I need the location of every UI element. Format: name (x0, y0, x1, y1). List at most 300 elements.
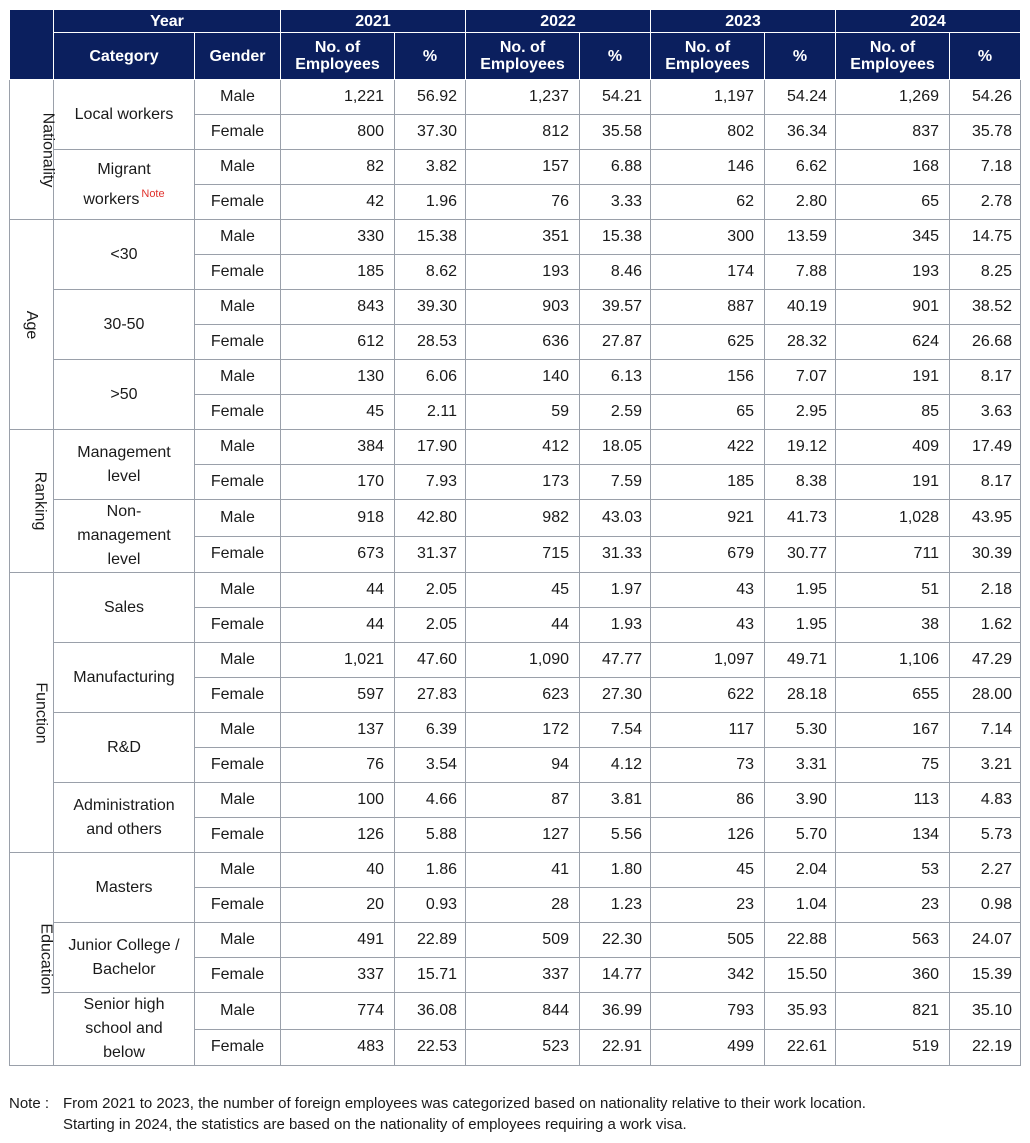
employee-count-cell: 1,221 (281, 80, 395, 115)
employee-count-cell: 679 (651, 536, 765, 573)
percent-cell: 36.99 (580, 993, 651, 1030)
percent-cell: 2.59 (580, 395, 651, 430)
employee-count-cell: 625 (651, 325, 765, 360)
employee-count-cell: 45 (466, 573, 580, 608)
table-header (10, 10, 1021, 80)
employee-count-cell: 800 (281, 115, 395, 150)
percent-cell: 7.93 (395, 465, 466, 500)
employee-count-cell: 330 (281, 220, 395, 255)
category-header: Category (54, 33, 195, 80)
percent-cell: 8.62 (395, 255, 466, 290)
percent-cell: 7.88 (765, 255, 836, 290)
percent-cell: 15.50 (765, 958, 836, 993)
employee-count-cell: 156 (651, 360, 765, 395)
employee-count-cell: 76 (466, 185, 580, 220)
footnote-line: Starting in 2024, the statistics are based on the nationality of employees requiring a work visa. (63, 1116, 687, 1133)
gender-cell: Female (195, 465, 281, 500)
employee-count-cell: 172 (466, 713, 580, 748)
category-label-line: <30 (110, 245, 138, 263)
employee-count-cell: 73 (651, 748, 765, 783)
group-label-cell (10, 430, 54, 573)
group-label: Function (32, 681, 50, 744)
percent-cell: 2.05 (395, 608, 466, 643)
employee-count-cell: 44 (281, 573, 395, 608)
percent-cell: 36.08 (395, 993, 466, 1030)
gender-cell: Male (195, 500, 281, 537)
percent-cell: 28.00 (950, 678, 1021, 713)
gender-cell: Male (195, 783, 281, 818)
count-label-line: No. of (499, 39, 546, 56)
percent-cell: 7.59 (580, 465, 651, 500)
employee-count-cell: 505 (651, 923, 765, 958)
percent-cell: 35.10 (950, 993, 1021, 1030)
group-label: Ranking (31, 471, 49, 531)
employee-count-cell: 65 (836, 185, 950, 220)
percent-cell: 26.68 (950, 325, 1021, 360)
gender-cell: Male (195, 993, 281, 1030)
percent-cell: 4.66 (395, 783, 466, 818)
employee-count-cell: 130 (281, 360, 395, 395)
employee-count-cell: 715 (466, 536, 580, 573)
percent-cell: 2.11 (395, 395, 466, 430)
percent-header: % (950, 33, 1021, 80)
count-label-line: Employees (480, 56, 565, 73)
category-cell (54, 430, 195, 500)
employee-count-cell: 491 (281, 923, 395, 958)
percent-cell: 54.26 (950, 80, 1021, 115)
category-label-line: >50 (110, 385, 138, 403)
percent-cell: 31.37 (395, 536, 466, 573)
employee-count-cell: 191 (836, 465, 950, 500)
employee-count-cell: 185 (651, 465, 765, 500)
count-label-line: Employees (665, 56, 750, 73)
employee-count-cell: 53 (836, 853, 950, 888)
employee-count-cell: 86 (651, 783, 765, 818)
percent-cell: 2.95 (765, 395, 836, 430)
percent-cell: 6.88 (580, 150, 651, 185)
percent-cell: 6.06 (395, 360, 466, 395)
percent-cell: 43.95 (950, 500, 1021, 537)
employee-count-header (466, 33, 580, 80)
group-label: Nationality (39, 112, 57, 187)
employee-count-cell: 422 (651, 430, 765, 465)
percent-cell: 6.62 (765, 150, 836, 185)
percent-cell: 30.77 (765, 536, 836, 573)
employee-count-cell: 87 (466, 783, 580, 818)
group-label-cell (10, 80, 57, 220)
percent-cell: 35.93 (765, 993, 836, 1030)
employee-count-cell: 384 (281, 430, 395, 465)
employee-count-cell: 157 (466, 150, 580, 185)
percent-cell: 5.56 (580, 818, 651, 853)
employee-count-cell: 134 (836, 818, 950, 853)
employee-count-cell: 342 (651, 958, 765, 993)
employee-count-cell: 45 (651, 853, 765, 888)
employee-count-cell: 901 (836, 290, 950, 325)
percent-cell: 43.03 (580, 500, 651, 537)
year-header-2023: 2023 (651, 10, 836, 33)
employee-count-cell: 23 (651, 888, 765, 923)
employee-count-cell: 126 (281, 818, 395, 853)
percent-cell: 22.89 (395, 923, 466, 958)
percent-cell: 8.38 (765, 465, 836, 500)
employee-count-cell: 94 (466, 748, 580, 783)
table-row (10, 573, 1021, 608)
category-cell (54, 360, 195, 430)
employee-count-cell: 65 (651, 395, 765, 430)
percent-cell: 3.63 (950, 395, 1021, 430)
employee-count-cell: 351 (466, 220, 580, 255)
gender-cell: Female (195, 536, 281, 573)
employee-count-cell: 622 (651, 678, 765, 713)
percent-cell: 27.87 (580, 325, 651, 360)
employee-count-cell: 918 (281, 500, 395, 537)
employee-count-cell: 597 (281, 678, 395, 713)
percent-cell: 31.33 (580, 536, 651, 573)
percent-cell: 35.78 (950, 115, 1021, 150)
employee-count-cell: 1,197 (651, 80, 765, 115)
employee-count-cell: 412 (466, 430, 580, 465)
percent-cell: 2.18 (950, 573, 1021, 608)
percent-cell: 15.39 (950, 958, 1021, 993)
percent-cell: 1.95 (765, 608, 836, 643)
category-label-line: level (107, 551, 141, 568)
year-header-2022: 2022 (466, 10, 651, 33)
table-row (10, 80, 1021, 115)
employee-count-cell: 1,106 (836, 643, 950, 678)
percent-cell: 0.98 (950, 888, 1021, 923)
employee-count-cell: 85 (836, 395, 950, 430)
employee-count-cell: 113 (836, 783, 950, 818)
table-row (10, 220, 1021, 255)
percent-cell: 38.52 (950, 290, 1021, 325)
percent-cell: 7.54 (580, 713, 651, 748)
employee-count-cell: 337 (281, 958, 395, 993)
percent-cell: 1.04 (765, 888, 836, 923)
percent-cell: 3.21 (950, 748, 1021, 783)
category-label-line: Migrant (97, 160, 151, 178)
employee-count-cell: 921 (651, 500, 765, 537)
employee-count-cell: 167 (836, 713, 950, 748)
gender-cell: Male (195, 360, 281, 395)
gender-cell: Male (195, 220, 281, 255)
employee-count-cell: 623 (466, 678, 580, 713)
employee-count-cell: 42 (281, 185, 395, 220)
table-row (10, 430, 1021, 465)
employee-count-cell: 624 (836, 325, 950, 360)
table-row (10, 643, 1021, 678)
employee-count-cell: 519 (836, 1029, 950, 1066)
table-row (10, 360, 1021, 395)
employee-count-cell: 345 (836, 220, 950, 255)
category-label-line: Senior high (83, 996, 165, 1013)
employee-count-cell: 62 (651, 185, 765, 220)
percent-cell: 17.49 (950, 430, 1021, 465)
employee-count-cell: 300 (651, 220, 765, 255)
employee-count-header (836, 33, 950, 80)
percent-cell: 28.32 (765, 325, 836, 360)
category-label-line: Sales (103, 598, 145, 616)
gender-cell: Female (195, 818, 281, 853)
group-label: Education (37, 923, 55, 995)
employee-count-cell: 843 (281, 290, 395, 325)
employee-structure-table (9, 9, 1021, 1066)
employee-count-cell: 23 (836, 888, 950, 923)
employee-count-cell: 43 (651, 573, 765, 608)
employee-count-cell: 168 (836, 150, 950, 185)
employee-count-cell: 185 (281, 255, 395, 290)
table-row (10, 923, 1021, 958)
percent-cell: 47.60 (395, 643, 466, 678)
category-label-line: Administration (73, 796, 175, 814)
percent-cell: 56.92 (395, 80, 466, 115)
percent-cell: 41.73 (765, 500, 836, 537)
employee-count-cell: 76 (281, 748, 395, 783)
percent-cell: 28.53 (395, 325, 466, 360)
employee-count-cell: 146 (651, 150, 765, 185)
employee-count-cell: 793 (651, 993, 765, 1030)
employee-count-cell: 1,028 (836, 500, 950, 537)
count-label-line: No. of (314, 39, 361, 56)
percent-cell: 15.71 (395, 958, 466, 993)
category-cell (54, 713, 195, 783)
gender-cell: Male (195, 713, 281, 748)
percent-cell: 2.27 (950, 853, 1021, 888)
employee-count-cell: 903 (466, 290, 580, 325)
note-marker: Note (141, 187, 165, 200)
percent-header: % (395, 33, 466, 80)
category-cell (54, 993, 195, 1066)
gender-cell: Male (195, 923, 281, 958)
category-cell (54, 80, 195, 150)
employee-count-cell: 1,269 (836, 80, 950, 115)
percent-cell: 17.90 (395, 430, 466, 465)
gender-cell: Male (195, 80, 281, 115)
gender-cell: Female (195, 185, 281, 220)
percent-cell: 1.86 (395, 853, 466, 888)
percent-cell: 2.04 (765, 853, 836, 888)
percent-cell: 7.18 (950, 150, 1021, 185)
category-label-line: Junior College / (68, 936, 180, 954)
year-header-2021: 2021 (281, 10, 466, 33)
group-label-cell (10, 853, 54, 1066)
percent-cell: 22.53 (395, 1029, 466, 1066)
employee-count-cell: 127 (466, 818, 580, 853)
employee-count-cell: 337 (466, 958, 580, 993)
percent-cell: 39.57 (580, 290, 651, 325)
percent-cell: 3.33 (580, 185, 651, 220)
category-cell (54, 150, 195, 220)
percent-cell: 7.07 (765, 360, 836, 395)
category-label-line: school and (85, 1020, 163, 1037)
percent-cell: 42.80 (395, 500, 466, 537)
employee-count-cell: 100 (281, 783, 395, 818)
employee-count-cell: 360 (836, 958, 950, 993)
category-label-line-wrap (60, 182, 188, 212)
employee-count-cell: 43 (651, 608, 765, 643)
percent-header: % (580, 33, 651, 80)
employee-count-cell: 1,090 (466, 643, 580, 678)
percent-cell: 14.77 (580, 958, 651, 993)
percent-cell: 1.97 (580, 573, 651, 608)
table-row (10, 150, 1021, 185)
percent-cell: 49.71 (765, 643, 836, 678)
gender-cell: Female (195, 395, 281, 430)
percent-cell: 8.46 (580, 255, 651, 290)
gender-cell: Female (195, 608, 281, 643)
category-label-line: below (103, 1044, 145, 1061)
percent-cell: 1.62 (950, 608, 1021, 643)
percent-cell: 15.38 (395, 220, 466, 255)
percent-cell: 47.29 (950, 643, 1021, 678)
employee-count-cell: 44 (466, 608, 580, 643)
percent-cell: 1.95 (765, 573, 836, 608)
percent-cell: 8.17 (950, 360, 1021, 395)
percent-cell: 19.12 (765, 430, 836, 465)
employee-count-cell: 82 (281, 150, 395, 185)
percent-cell: 2.05 (395, 573, 466, 608)
employee-count-cell: 59 (466, 395, 580, 430)
employee-count-cell: 612 (281, 325, 395, 360)
category-cell (54, 853, 195, 923)
table-row (10, 783, 1021, 818)
percent-cell: 5.70 (765, 818, 836, 853)
percent-cell: 40.19 (765, 290, 836, 325)
percent-cell: 22.19 (950, 1029, 1021, 1066)
percent-cell: 22.88 (765, 923, 836, 958)
percent-cell: 27.83 (395, 678, 466, 713)
percent-cell: 28.18 (765, 678, 836, 713)
year-label: Year (54, 10, 281, 33)
percent-cell: 22.30 (580, 923, 651, 958)
employee-count-cell: 137 (281, 713, 395, 748)
employee-structure-table-container (9, 9, 1020, 1066)
employee-count-cell: 174 (651, 255, 765, 290)
employee-count-cell: 126 (651, 818, 765, 853)
group-label-cell (10, 573, 54, 853)
percent-cell: 2.80 (765, 185, 836, 220)
employee-count-cell: 191 (836, 360, 950, 395)
gender-cell: Male (195, 430, 281, 465)
percent-cell: 4.83 (950, 783, 1021, 818)
employee-count-cell: 75 (836, 748, 950, 783)
percent-cell: 1.93 (580, 608, 651, 643)
percent-cell: 3.54 (395, 748, 466, 783)
employee-count-cell: 40 (281, 853, 395, 888)
employee-count-cell: 38 (836, 608, 950, 643)
category-label-line: Masters (95, 878, 153, 896)
percent-cell: 8.25 (950, 255, 1021, 290)
table-row (10, 713, 1021, 748)
percent-cell: 39.30 (395, 290, 466, 325)
percent-cell: 8.17 (950, 465, 1021, 500)
percent-cell: 3.90 (765, 783, 836, 818)
count-label-line: No. of (684, 39, 731, 56)
percent-cell: 3.31 (765, 748, 836, 783)
employee-count-cell: 982 (466, 500, 580, 537)
employee-count-cell: 774 (281, 993, 395, 1030)
table-row (10, 993, 1021, 1030)
employee-count-cell: 563 (836, 923, 950, 958)
percent-cell: 27.30 (580, 678, 651, 713)
employee-count-cell: 636 (466, 325, 580, 360)
table-row (10, 290, 1021, 325)
table-row (10, 853, 1021, 888)
gender-header: Gender (195, 33, 281, 80)
category-label-line: Management (77, 443, 171, 461)
header-row-years (10, 10, 1021, 33)
gender-cell: Male (195, 150, 281, 185)
percent-cell: 54.24 (765, 80, 836, 115)
employee-count-cell: 837 (836, 115, 950, 150)
percent-cell: 1.23 (580, 888, 651, 923)
percent-cell: 6.13 (580, 360, 651, 395)
employee-count-cell: 1,097 (651, 643, 765, 678)
header-corner (10, 10, 54, 80)
gender-cell: Male (195, 643, 281, 678)
percent-cell: 1.80 (580, 853, 651, 888)
gender-cell: Male (195, 290, 281, 325)
gender-cell: Female (195, 748, 281, 783)
category-cell (54, 500, 195, 573)
employee-count-cell: 28 (466, 888, 580, 923)
category-cell (54, 290, 195, 360)
percent-cell: 3.82 (395, 150, 466, 185)
count-label-line: Employees (850, 56, 935, 73)
percent-cell: 47.77 (580, 643, 651, 678)
employee-count-cell: 409 (836, 430, 950, 465)
category-cell (54, 573, 195, 643)
gender-cell: Female (195, 678, 281, 713)
percent-cell: 5.88 (395, 818, 466, 853)
gender-cell: Female (195, 958, 281, 993)
footnote-line: From 2021 to 2023, the number of foreign employees was categorized based on nationality relative to their work location. (63, 1095, 866, 1112)
gender-cell: Female (195, 888, 281, 923)
percent-cell: 0.93 (395, 888, 466, 923)
group-label-cell (10, 220, 54, 430)
count-label-line: Employees (295, 56, 380, 73)
category-label-line: Local workers (74, 105, 174, 123)
employee-count-cell: 1,237 (466, 80, 580, 115)
percent-cell: 4.12 (580, 748, 651, 783)
employee-count-header (281, 33, 395, 80)
employee-count-cell: 20 (281, 888, 395, 923)
employee-count-cell: 655 (836, 678, 950, 713)
percent-cell: 7.14 (950, 713, 1021, 748)
year-header-2024: 2024 (836, 10, 1021, 33)
gender-cell: Female (195, 325, 281, 360)
category-label-line: Bachelor (92, 960, 156, 978)
gender-cell: Male (195, 853, 281, 888)
employee-count-cell: 51 (836, 573, 950, 608)
employee-count-cell: 1,021 (281, 643, 395, 678)
category-label-line: level (107, 467, 141, 485)
category-label-line: management (77, 527, 171, 544)
percent-cell: 13.59 (765, 220, 836, 255)
percent-cell: 54.21 (580, 80, 651, 115)
category-label-line: and others (86, 820, 162, 838)
header-row-columns (10, 33, 1021, 80)
percent-cell: 2.78 (950, 185, 1021, 220)
employee-count-cell: 193 (466, 255, 580, 290)
gender-cell: Female (195, 1029, 281, 1066)
employee-count-cell: 499 (651, 1029, 765, 1066)
percent-cell: 36.34 (765, 115, 836, 150)
gender-cell: Male (195, 573, 281, 608)
gender-cell: Female (195, 115, 281, 150)
employee-count-cell: 673 (281, 536, 395, 573)
percent-cell: 1.96 (395, 185, 466, 220)
